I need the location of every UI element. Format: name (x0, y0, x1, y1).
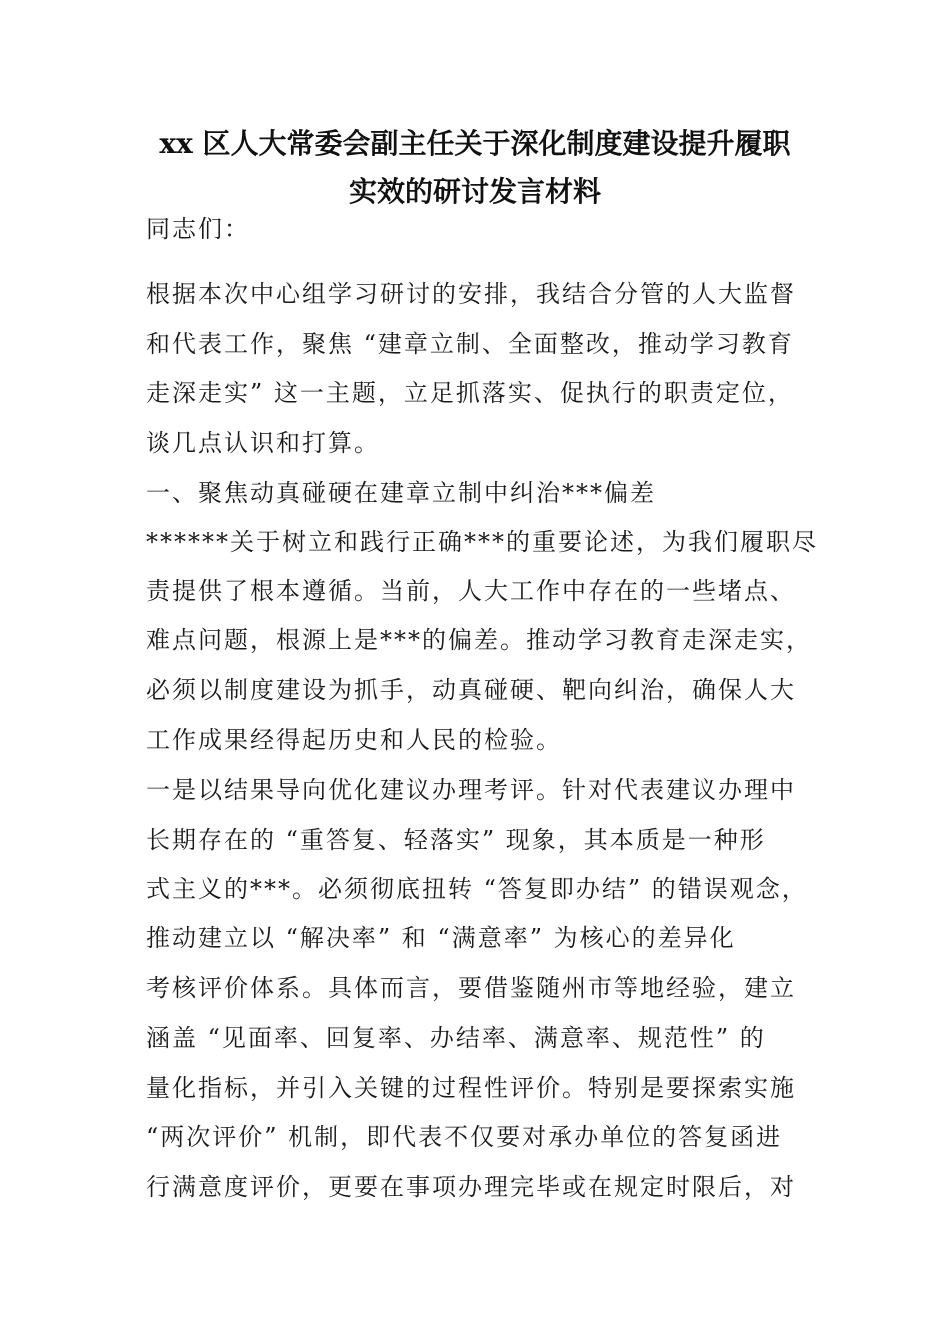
paragraph-line: 量化指标，并引入关键的过程性评价。特别是要探索实施 (146, 1074, 796, 1102)
paragraph-line: 长期存在的 “重答复、轻落实” 现象，其本质是一种形 (146, 826, 766, 854)
paragraph-line: 一是以结果导向优化建议办理考评。针对代表建议办理中 (146, 776, 796, 804)
paragraph-line: 责提供了根本遵循。当前，人大工作中存在的一些堵点、 (146, 577, 796, 605)
paragraph-line: 行满意度评价，更要在事项办理完毕或在规定时限后，对 (146, 1173, 796, 1201)
paragraph-line: “两次评价” 机制，即代表不仅要对承办单位的答复函进 (146, 1123, 783, 1151)
document-title-line-2: 实效的研讨发言材料 (348, 175, 601, 208)
paragraph-line: 必须以制度建设为抓手，动真碰硬、靶向纠治，确保人大 (146, 676, 796, 704)
section-heading: 一、聚焦动真碰硬在建章立制中纠治***偏差 (146, 479, 656, 507)
paragraph-line: 考核评价体系。具体而言，要借鉴随州市等地经验，建立 (146, 974, 796, 1002)
paragraph-line: 走深走实” 这一主题，立足抓落实、促执行的职责定位， (146, 379, 794, 407)
document-title-line-1: xx 区人大常委会副主任关于深化制度建设提升履职 (159, 127, 791, 160)
paragraph-line: 涵盖 “见面率、回复率、办结率、满意率、规范性” 的 (146, 1024, 766, 1052)
paragraph-line: 工作成果经得起历史和人民的检验。 (146, 726, 562, 754)
paragraph-line: 谈几点认识和打算。 (146, 429, 380, 457)
paragraph-line: 根据本次中心组学习研讨的安排，我结合分管的人大监督 (146, 280, 796, 308)
paragraph-line: 式主义的***。必须彻底扭转 “答复即办结” 的错误观念， (146, 875, 808, 903)
salutation: 同志们： (146, 215, 250, 243)
paragraph-line: 推动建立以 “解决率” 和 “满意率” 为核心的差异化 (146, 924, 736, 952)
paragraph-line: ******关于树立和践行正确***的重要论述，为我们履职尽 (146, 528, 818, 556)
paragraph-line: 和代表工作，聚焦 “建章立制、全面整改，推动学习教育 (146, 330, 794, 358)
paragraph-line: 难点问题，根源上是***的偏差。推动学习教育走深走实， (146, 626, 812, 654)
